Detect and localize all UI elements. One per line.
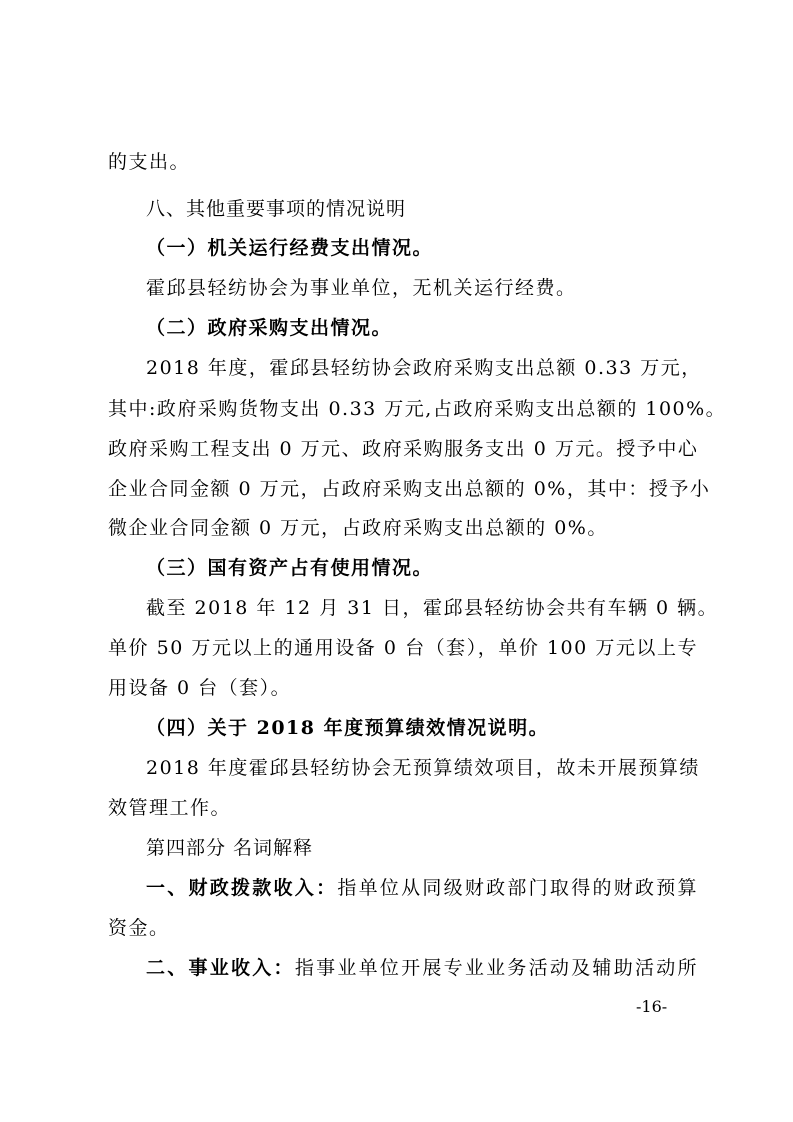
definition-term: 一、财政拨款收入：	[146, 877, 338, 899]
paragraph-line: 政府采购工程支出 0 万元、政府采购服务支出 0 万元。授予中心	[108, 438, 699, 460]
definition-text: 指单位从同级财政部门取得的财政预算	[337, 877, 698, 899]
paragraph-line: 企业合同金额 0 万元，占政府采购支出总额的 0%，其中：授予小	[108, 478, 711, 500]
subsection-heading: （四）关于 2018 年度预算绩效情况说明。	[146, 717, 550, 739]
subsection-heading: （三）国有资产占有使用情况。	[146, 557, 434, 579]
paragraph-line: 霍邱县轻纺协会为事业单位，无机关运行经费。	[146, 277, 577, 299]
subsection-heading: （一）机关运行经费支出情况。	[146, 237, 434, 259]
paragraph-line: 资金。	[108, 917, 170, 939]
paragraph-line: 效管理工作。	[108, 797, 232, 819]
paragraph-line: 2018 年度霍邱县轻纺协会无预算绩效项目，故未开展预算绩	[146, 757, 700, 779]
paragraph-line: 单价 50 万元以上的通用设备 0 台（套），单价 100 万元以上专	[108, 637, 698, 659]
part-heading: 第四部分 名词解释	[146, 837, 314, 859]
paragraph-line: 用设备 0 台（套）。	[108, 677, 292, 699]
definition-line	[146, 876, 698, 900]
paragraph-line: 的支出。	[108, 151, 191, 173]
paragraph-line: 2018 年度，霍邱县轻纺协会政府采购支出总额 0.33 万元，	[146, 357, 702, 379]
definition-term: 二、事业收入：	[146, 957, 295, 979]
definition-text: 指事业单位开展专业业务活动及辅助活动所	[294, 957, 698, 979]
section-heading: 八、其他重要事项的情况说明	[146, 198, 407, 220]
page-number: -16-	[636, 997, 668, 1016]
subsection-heading: （二）政府采购支出情况。	[146, 317, 393, 339]
paragraph-line: 其中:政府采购货物支出 0.33 万元,占政府采购支出总额的 100%。	[108, 398, 727, 420]
definition-line	[146, 956, 698, 980]
paragraph-line: 微企业合同金额 0 万元，占政府采购支出总额的 0%。	[108, 517, 608, 539]
paragraph-line: 截至 2018 年 12 月 31 日，霍邱县轻纺协会共有车辆 0 辆。	[146, 597, 719, 619]
